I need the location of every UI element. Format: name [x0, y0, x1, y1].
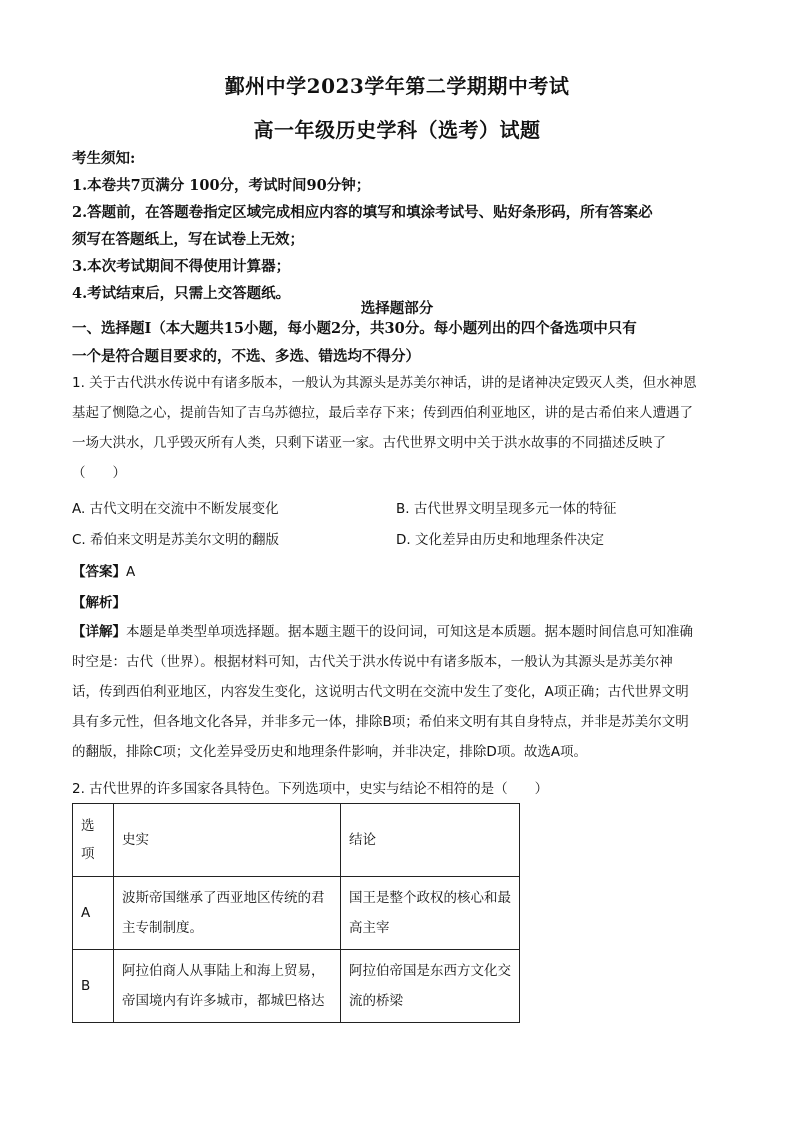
- table-row: [73, 877, 520, 950]
- table-header-row: [73, 804, 520, 877]
- q2-stem: 2. 古代世界的许多国家各具特色。下列选项中，史实与结论不相符的是（ ）: [72, 781, 549, 797]
- q1-analysis-label: [72, 591, 126, 611]
- q2-table: [72, 803, 525, 1023]
- header-fact: 史实: [114, 804, 341, 877]
- answer-value: A: [126, 564, 136, 580]
- notice-item: 须写在答题纸上，写在试卷上无效；: [72, 231, 304, 248]
- part1-line: 一个是符合题目要求的，不选、多选、错选均不得分）: [72, 348, 420, 365]
- q1-stem-line: 一场大洪水，几乎毁灭所有人类，只剩下诺亚一家。古代世界文明中关于洪水故事的不同描述反映了: [72, 435, 666, 451]
- detail-label: 【详解】: [72, 624, 126, 640]
- q1-stem: [72, 368, 732, 488]
- q1-option-b: B. 古代世界文明呈现多元一体的特征: [396, 501, 617, 517]
- header-conclusion: 结论: [341, 804, 520, 877]
- q1-stem-line: 1. 关于古代洪水传说中有诸多版本，一般认为其源头是苏美尔神话，讲的是诸神决定毁灭人类，但水神恩: [72, 375, 697, 391]
- part1-line: 一、选择题Ⅰ（本大题共15小题，每小题2分，共30分。每小题列出的四个备选项中只有: [72, 320, 637, 337]
- header-option: 选 项: [73, 804, 114, 877]
- q1-detail-line: 话，传到西伯利亚地区，内容发生变化，这说明古代文明在交流中发生了变化，A项正确；古代世界文明: [72, 684, 689, 700]
- section-title: 选择题部分: [360, 300, 434, 317]
- table-row: [73, 950, 520, 1023]
- exam-title: 鄞州中学2023学年第二学期期中考试: [224, 74, 570, 98]
- q1-option-c: C. 希伯来文明是苏美尔文明的翻版: [72, 532, 280, 548]
- row-conclusion: 阿拉伯帝国是东西方文化交 流的桥梁: [341, 950, 520, 1023]
- q1-detail-line: 的翻版，排除C项；文化差异受历史和地理条件影响，并非决定，排除D项。故选A项。: [72, 744, 588, 760]
- q1-option-a: A. 古代文明在交流中不断发展变化: [72, 501, 279, 517]
- notice-item: 4.考试结束后，只需上交答题纸。: [72, 285, 291, 302]
- answer-label: 【答案】: [72, 564, 126, 580]
- row-fact: 阿拉伯商人从事陆上和海上贸易，帝国境内有许多城市，都城巴格达: [114, 950, 341, 1023]
- q1-stem-line: （ ）: [72, 465, 126, 481]
- q1-answer: [72, 560, 135, 580]
- analysis-label: 【解析】: [72, 595, 126, 611]
- exam-subtitle: 高一年级历史学科（选考）试题: [253, 118, 541, 142]
- part1-instructions: [72, 315, 732, 371]
- q1-detail: [72, 617, 732, 767]
- notice-block: [72, 145, 732, 307]
- notice-item: 3.本次考试期间不得使用计算器；: [72, 258, 291, 275]
- q1-detail-line: 时空是：古代（世界）。根据材料可知，古代关于洪水传说中有诸多版本，一般认为其源头是苏美尔神: [72, 654, 673, 670]
- notice-item: 2.答题前，在答题卷指定区域完成相应内容的填写和填涂考试号、贴好条形码，所有答案必: [72, 204, 653, 221]
- notice-item: 1.本卷共7页满分 100分，考试时间90分钟；: [72, 177, 371, 194]
- row-conclusion: 国王是整个政权的核心和最 高主宰: [341, 877, 520, 950]
- q1-option-d: D. 文化差异由历史和地理条件决定: [396, 532, 604, 548]
- notice-heading: 考生须知:: [72, 150, 136, 167]
- row-option: A: [73, 877, 114, 950]
- q1-detail-line: 【详解】本题是单类型单项选择题。据本题主题干的设问词，可知这是本质题。据本题时间信息可知准确: [72, 624, 693, 640]
- row-fact: 波斯帝国继承了西亚地区传统的君主专制制度。: [114, 877, 341, 950]
- row-option: B: [73, 950, 114, 1023]
- q1-stem-line: 基起了恻隐之心，提前告知了吉乌苏德拉，最后幸存下来；传到西伯利亚地区，讲的是古希伯来人遭遇了: [72, 405, 693, 421]
- q1-detail-line: 具有多元性，但各地文化各异，并非多元一体，排除B项；希伯来文明有其自身特点，并非是苏美尔文明: [72, 714, 689, 730]
